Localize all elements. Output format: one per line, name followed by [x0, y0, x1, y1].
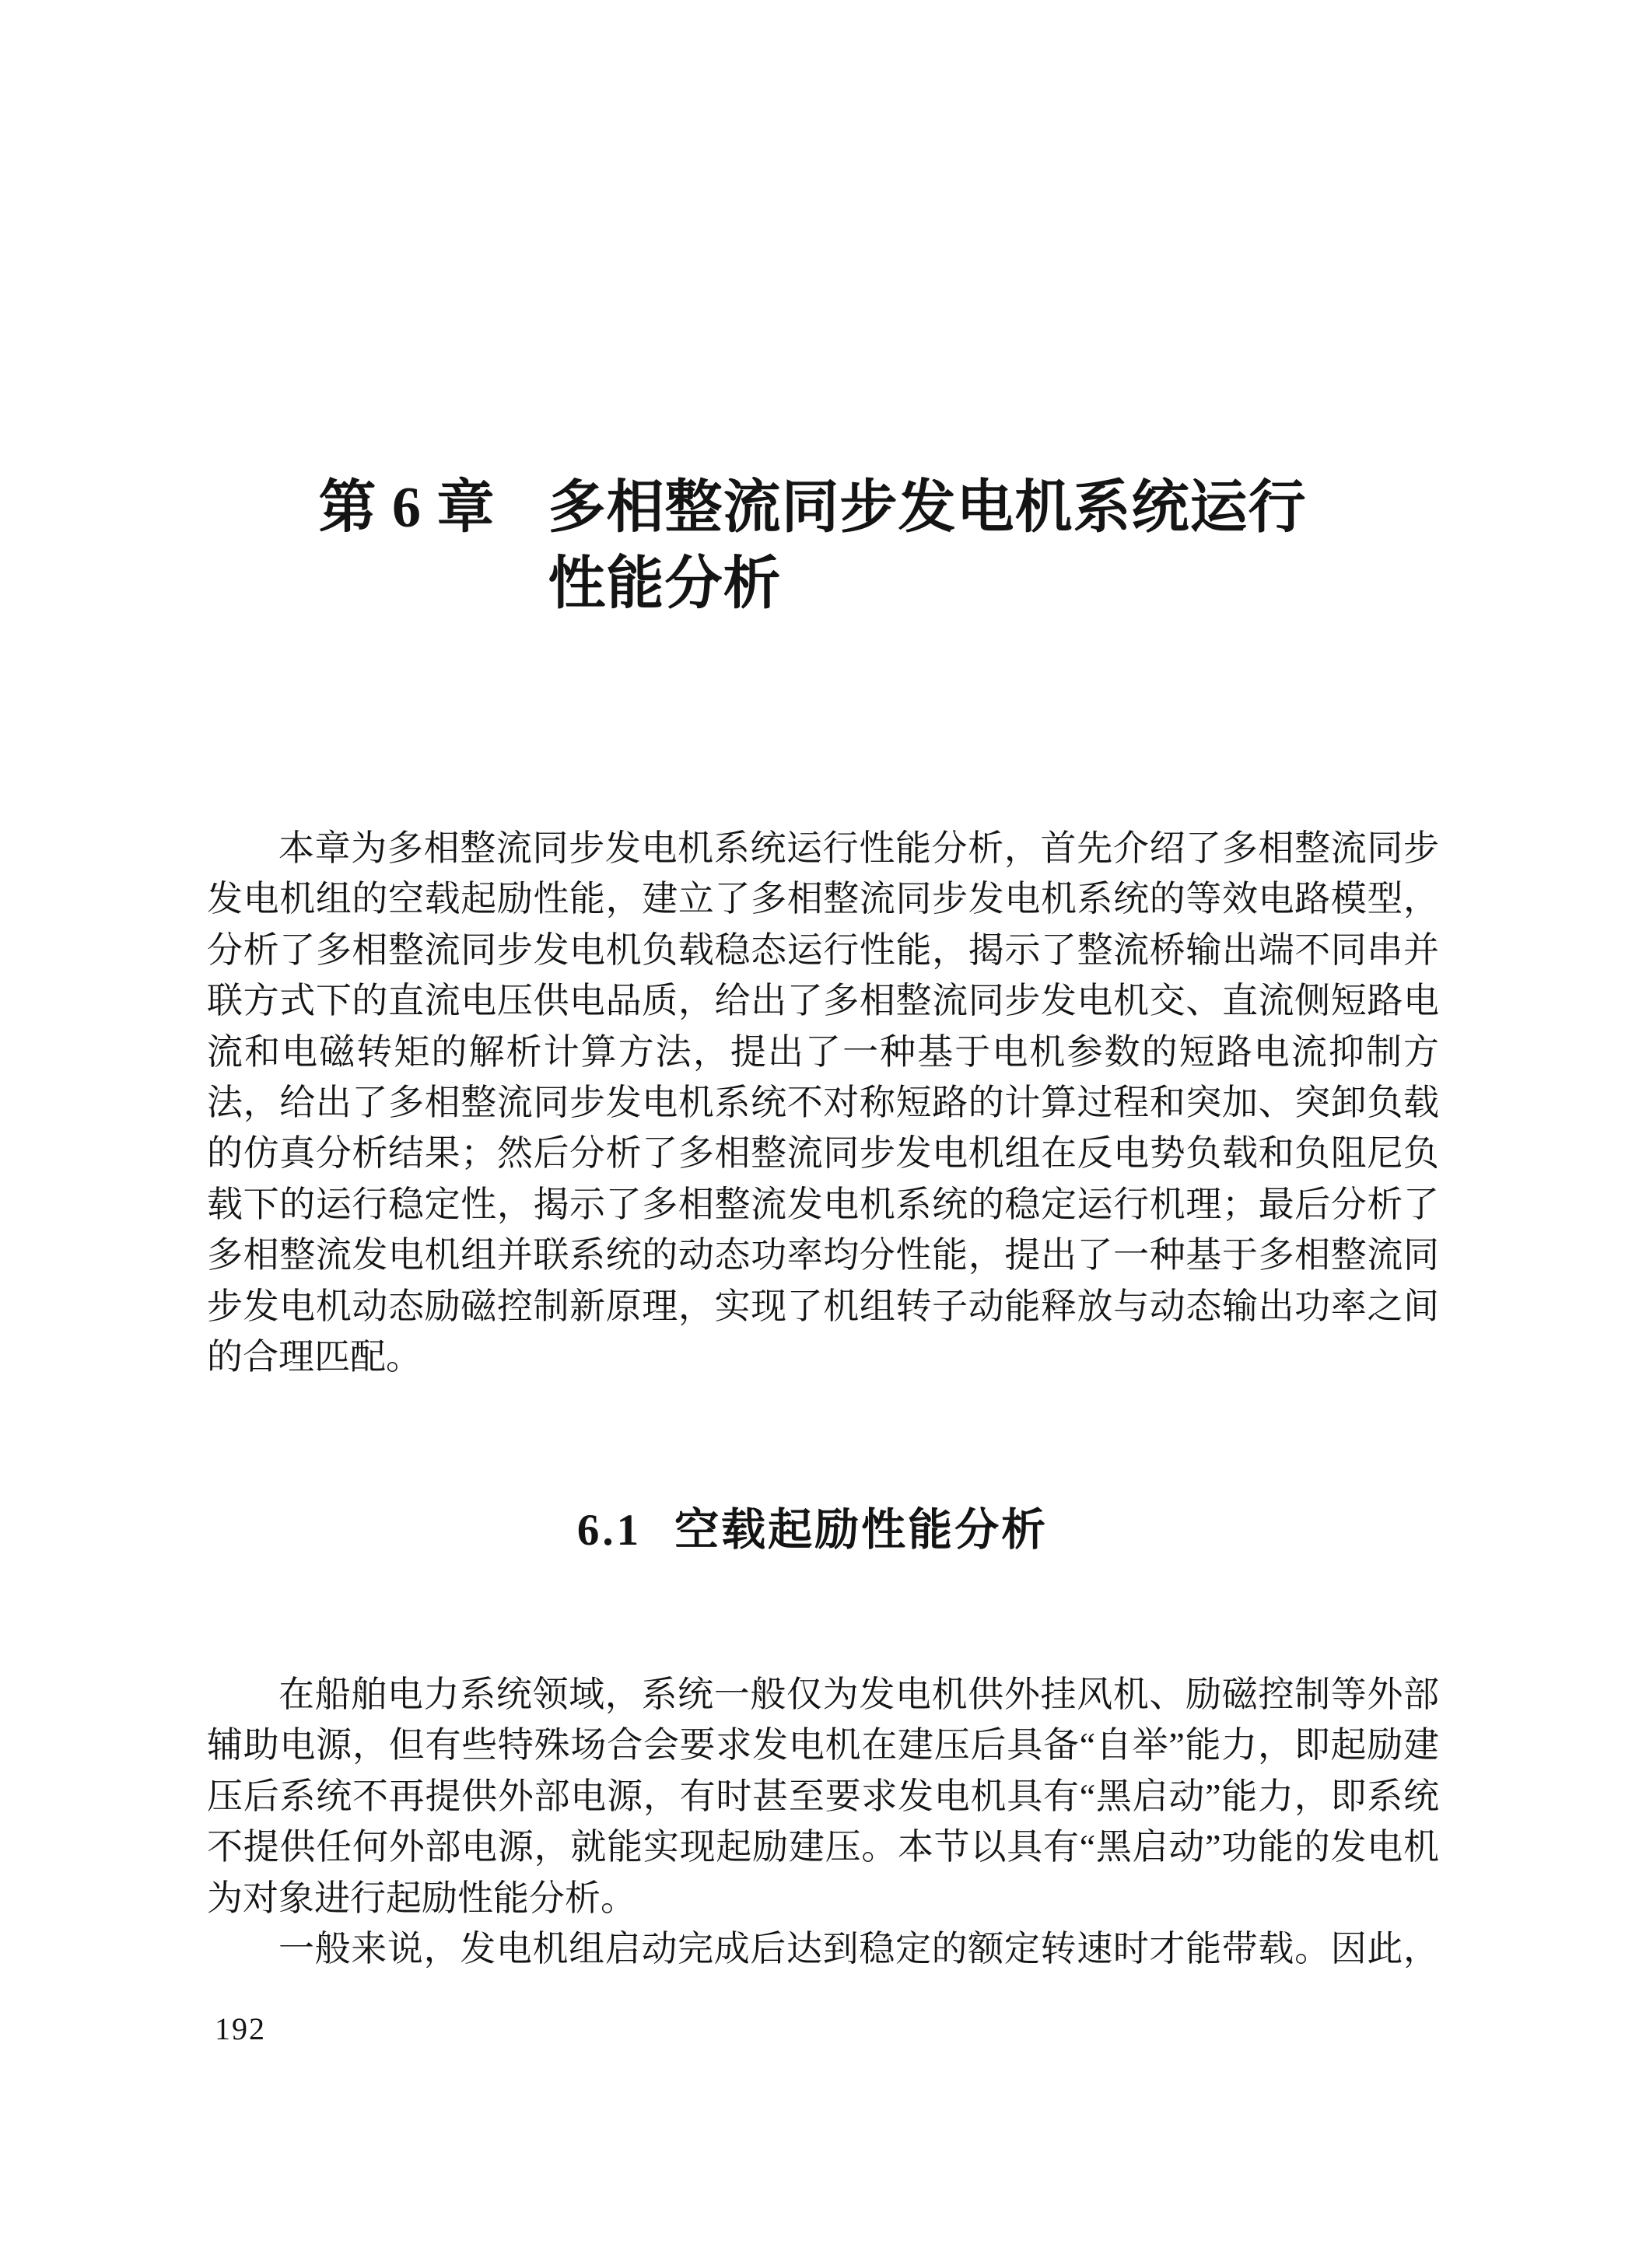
page-number: 192	[215, 2011, 266, 2046]
chapter-intro-paragraph	[207, 823, 1439, 1382]
text-line: 流和电磁转矩的解析计算方法，提出了一种基于电机参数的短路电流抑制方	[207, 1031, 1439, 1072]
text-line: 在船舶电力系统领域，系统一般仅为发电机供外挂风机、励磁控制等外部	[278, 1675, 1439, 1714]
text-line: 不提供任何外部电源，就能实现起励建压。本节以具有“黑启动”功能的发电机	[207, 1827, 1439, 1867]
section-title: 空载起励性能分析	[674, 1505, 1049, 1555]
text-line: 步发电机动态励磁控制新原理，实现了机组转子动能释放与动态输出功率之间	[207, 1286, 1439, 1326]
chapter-heading	[0, 470, 1625, 622]
text-line: 多相整流发电机组并联系统的动态功率均分性能，提出了一种基于多相整流同	[207, 1235, 1439, 1276]
section-heading	[0, 1500, 1625, 1561]
section-number: 6.1	[576, 1506, 643, 1555]
text-line: 压后系统不再提供外部电源，有时甚至要求发电机具有“黑启动”能力，即系统	[207, 1776, 1439, 1816]
text-line: 载下的运行稳定性，揭示了多相整流发电机系统的稳定运行机理；最后分析了	[207, 1184, 1439, 1224]
chapter-number: 第 6 章	[318, 476, 496, 540]
text-line: 法，给出了多相整流同步发电机系统不对称短路的计算过程和突加、突卸负载	[207, 1083, 1439, 1123]
chapter-title-line-1: 多相整流同步发电机系统运行	[548, 476, 1307, 540]
text-line: 的仿真分析结果；然后分析了多相整流同步发电机组在反电势负载和负阻尼负	[207, 1133, 1439, 1174]
section-body-text	[207, 1669, 1439, 1974]
text-line: 本章为多相整流同步发电机系统运行性能分析，首先介绍了多相整流同步	[278, 828, 1439, 868]
chapter-title-line-2: 性能分析	[548, 552, 782, 616]
chapter-title	[548, 470, 1307, 622]
text-line: 辅助电源，但有些特殊场合会要求发电机在建压后具备“自举”能力，即起励建	[207, 1725, 1439, 1766]
text-line: 为对象进行起励性能分析。	[207, 1878, 636, 1918]
text-line: 发电机组的空载起励性能，建立了多相整流同步发电机系统的等效电路模型，	[207, 879, 1439, 919]
text-line: 一般来说，发电机组启动完成后达到稳定的额定转速时才能带载。因此，	[278, 1929, 1439, 1969]
text-line: 分析了多相整流同步发电机负载稳态运行性能，揭示了整流桥输出端不同串并	[207, 929, 1439, 970]
text-line: 的合理匹配。	[207, 1337, 422, 1377]
text-line: 联方式下的直流电压供电品质，给出了多相整流同步发电机交、直流侧短路电	[207, 981, 1439, 1021]
